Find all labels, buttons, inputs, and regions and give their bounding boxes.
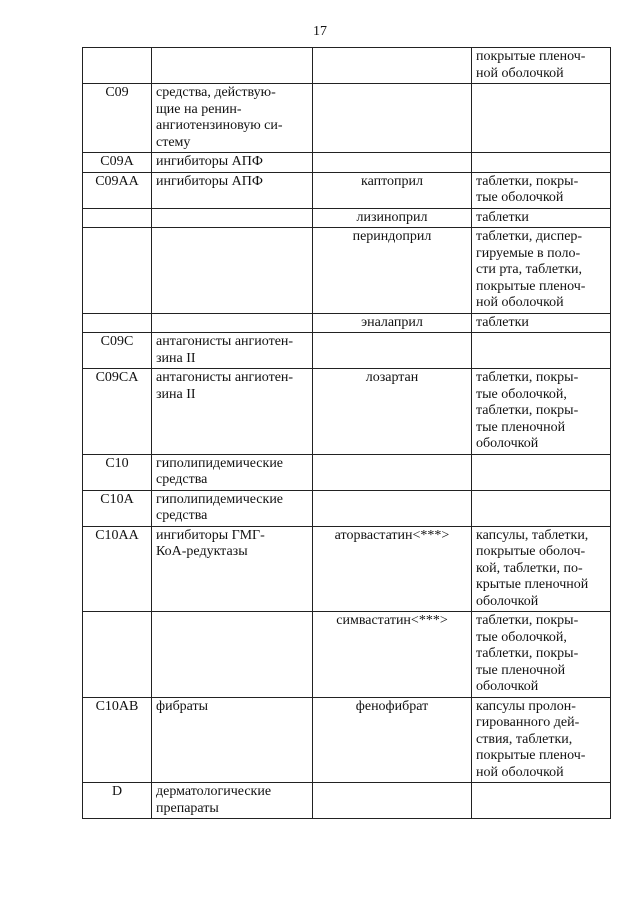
drug-name-cell: каптоприл — [313, 172, 472, 208]
drug-name-cell: лозартан — [313, 369, 472, 455]
drug-name-cell — [313, 490, 472, 526]
atc-code-cell: C10AA — [83, 526, 152, 612]
drug-name-cell — [313, 84, 472, 153]
dosage-form-cell: таблетки, покры- тые оболочкой — [472, 172, 611, 208]
group-name-cell — [152, 208, 313, 228]
table-row — [83, 208, 611, 228]
table-row — [83, 228, 611, 314]
group-name-cell: ингибиторы ГМГ- КоА-редуктазы — [152, 526, 313, 612]
group-name-cell: гиполипидемические средства — [152, 454, 313, 490]
group-name-cell: ингибиторы АПФ — [152, 172, 313, 208]
dosage-form-cell — [472, 783, 611, 819]
drug-name-cell: аторвастатин<***> — [313, 526, 472, 612]
drug-name-cell — [313, 454, 472, 490]
group-name-cell: дерматологические препараты — [152, 783, 313, 819]
atc-code-cell: C10AB — [83, 697, 152, 783]
dosage-form-cell: таблетки, покры- тые оболочкой, таблетки, покры- тые пленочной оболочкой — [472, 369, 611, 455]
group-name-cell: средства, действую- щие на ренин- ангиотензиновую си- стему — [152, 84, 313, 153]
table-row — [83, 333, 611, 369]
group-name-cell: ингибиторы АПФ — [152, 153, 313, 173]
group-name-cell: антагонисты ангиотен- зина II — [152, 369, 313, 455]
dosage-form-cell — [472, 333, 611, 369]
atc-code-cell: D — [83, 783, 152, 819]
group-name-cell: фибраты — [152, 697, 313, 783]
table-row — [83, 526, 611, 612]
group-name-cell — [152, 612, 313, 698]
group-name-cell — [152, 228, 313, 314]
atc-code-cell: C09C — [83, 333, 152, 369]
dosage-form-cell — [472, 84, 611, 153]
dosage-form-cell: покрытые пленоч- ной оболочкой — [472, 48, 611, 84]
drug-name-cell — [313, 153, 472, 173]
drug-name-cell: периндоприл — [313, 228, 472, 314]
drug-name-cell — [313, 48, 472, 84]
drug-name-cell — [313, 333, 472, 369]
drug-name-cell — [313, 783, 472, 819]
table-row — [83, 612, 611, 698]
table-row — [83, 153, 611, 173]
dosage-form-cell: таблетки — [472, 313, 611, 333]
dosage-form-cell: таблетки, покры- тые оболочкой, таблетки, покры- тые пленочной оболочкой — [472, 612, 611, 698]
dosage-form-cell: таблетки, диспер- гируемые в поло- сти рта, таблетки, покрытые пленоч- ной оболочкой — [472, 228, 611, 314]
drug-name-cell: лизиноприл — [313, 208, 472, 228]
table-row — [83, 454, 611, 490]
drug-name-cell: симвастатин<***> — [313, 612, 472, 698]
table-body — [83, 48, 611, 819]
table-row — [83, 84, 611, 153]
table-row — [83, 783, 611, 819]
drug-classification-table — [82, 47, 611, 819]
group-name-cell — [152, 48, 313, 84]
dosage-form-cell — [472, 153, 611, 173]
atc-code-cell: C09A — [83, 153, 152, 173]
atc-code-cell — [83, 228, 152, 314]
dosage-form-cell — [472, 454, 611, 490]
drug-name-cell: эналаприл — [313, 313, 472, 333]
group-name-cell: гиполипидемические средства — [152, 490, 313, 526]
table-row — [83, 313, 611, 333]
table-row — [83, 172, 611, 208]
dosage-form-cell: капсулы пролон- гированного дей- ствия, таблетки, покрытые пленоч- ной оболочкой — [472, 697, 611, 783]
atc-code-cell — [83, 612, 152, 698]
atc-code-cell — [83, 48, 152, 84]
page-number: 17 — [313, 24, 327, 39]
dosage-form-cell — [472, 490, 611, 526]
atc-code-cell: C09 — [83, 84, 152, 153]
table-row — [83, 697, 611, 783]
group-name-cell — [152, 313, 313, 333]
atc-code-cell — [83, 208, 152, 228]
dosage-form-cell: капсулы, таблетки, покрытые оболоч- кой, таблетки, по- крытые пленочной оболочкой — [472, 526, 611, 612]
group-name-cell: антагонисты ангиотен- зина II — [152, 333, 313, 369]
atc-code-cell — [83, 313, 152, 333]
table-row — [83, 369, 611, 455]
table-row — [83, 48, 611, 84]
atc-code-cell: C09CA — [83, 369, 152, 455]
atc-code-cell: C10 — [83, 454, 152, 490]
drug-name-cell: фенофибрат — [313, 697, 472, 783]
table-row — [83, 490, 611, 526]
atc-code-cell: C09AA — [83, 172, 152, 208]
dosage-form-cell: таблетки — [472, 208, 611, 228]
atc-code-cell: C10A — [83, 490, 152, 526]
